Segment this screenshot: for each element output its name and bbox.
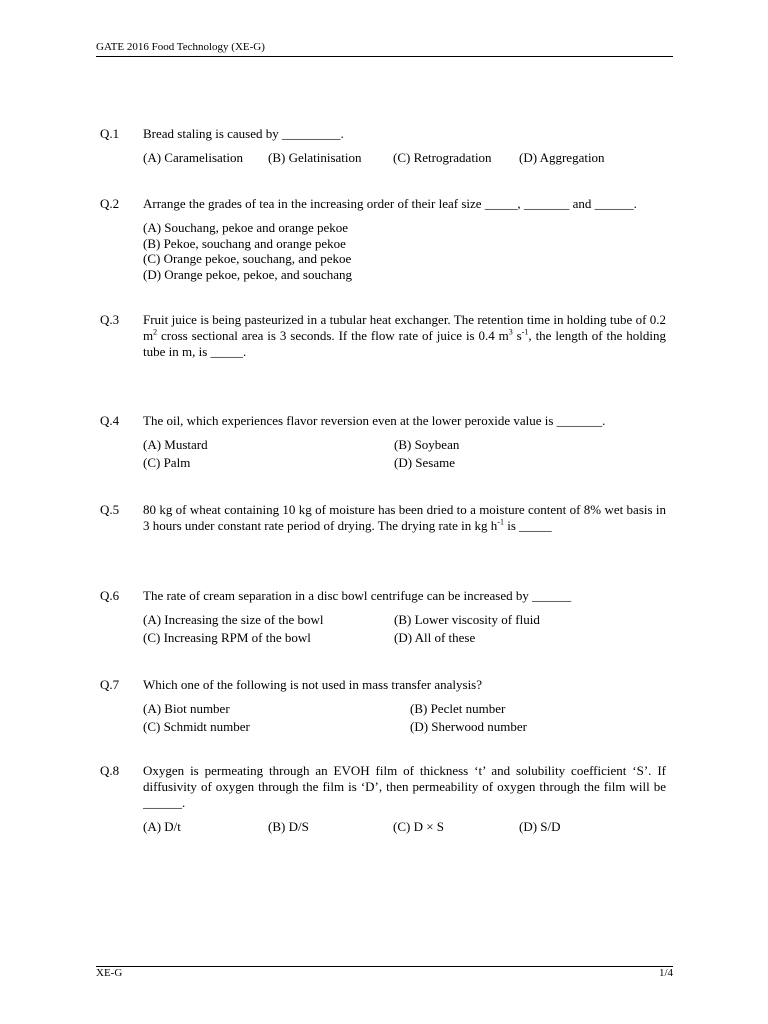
stem-text: 80 kg of wheat containing 10 kg of moisture has been dried to a moisture content of 8% wet basis in 3 hours under constant rate period of drying. The drying rate in kg h (143, 502, 666, 533)
question-number: Q.3 (100, 312, 120, 327)
option-b: (B) Lower viscosity of fluid (394, 612, 540, 627)
options (143, 150, 666, 166)
question-number: Q.2 (100, 196, 120, 211)
question-stem (143, 312, 666, 360)
question-1 (100, 126, 666, 166)
stem-text: is _____ (503, 518, 552, 533)
question-3 (100, 312, 666, 360)
header-title: GATE 2016 Food Technology (XE-G) (96, 41, 265, 53)
option-d: (D) Orange pekoe, pekoe, and souchang (143, 266, 353, 282)
question-number: Q.8 (100, 763, 120, 778)
option-c: (C) Schmidt number (143, 719, 250, 734)
option-a: (A) Biot number (143, 701, 230, 716)
superscript: -1 (521, 327, 529, 337)
option-d: (D) Sherwood number (410, 719, 527, 734)
option-b: (B) Soybean (394, 437, 460, 452)
header-rule (96, 56, 673, 57)
question-8 (100, 763, 666, 835)
option-b: (B) Gelatinisation (268, 150, 362, 165)
option-a: (A) Souchang, pekoe and orange pekoe (143, 220, 349, 235)
page-number: 1/4 (658, 967, 673, 979)
question-stem: The rate of cream separation in a disc bowl centrifuge can be increased by ______ (143, 588, 572, 603)
superscript: 3 (508, 327, 513, 337)
option-d: (D) Sesame (394, 455, 456, 470)
question-6 (100, 588, 666, 648)
question-stem: Which one of the following is not used in mass transfer analysis? (143, 677, 483, 692)
option-a: (A) Mustard (143, 437, 208, 452)
option-c: (C) Palm (143, 455, 191, 470)
question-7 (100, 677, 666, 737)
question-stem: Oxygen is permeating through an EVOH film of thickness ‘t’ and solubility coefficient ‘S’. If diffusivity of oxygen through the film is ‘D’, then permeability of oxygen through the film will be ______. (143, 763, 666, 810)
options (143, 220, 666, 282)
option-c: (C) Increasing RPM of the bowl (143, 630, 311, 645)
question-4 (100, 413, 666, 473)
option-d: (D) S/D (519, 819, 561, 834)
superscript: -1 (497, 517, 504, 527)
option-b: (B) Peclet number (410, 701, 506, 716)
question-2 (100, 196, 666, 282)
options (143, 819, 666, 835)
option-c: (C) Retrogradation (393, 150, 492, 165)
options (143, 437, 666, 473)
option-a: (A) Increasing the size of the bowl (143, 612, 324, 627)
question-number: Q.5 (100, 502, 120, 517)
options (143, 701, 666, 737)
question-stem (143, 502, 666, 534)
footer-rule (96, 966, 673, 967)
question-number: Q.4 (100, 413, 120, 428)
option-d: (D) All of these (394, 630, 476, 645)
stem-text: Fruit juice is being pasteurized in a tubular heat exchanger. The retention time in holding tube of 0.2 m (143, 312, 666, 343)
option-b: (B) D/S (268, 819, 309, 834)
option-d: (D) Aggregation (519, 150, 605, 165)
option-c: (C) D × S (393, 819, 445, 834)
stem-text: cross sectional area is 3 seconds. If the flow rate of juice is 0.4 m (157, 328, 509, 343)
question-stem: Arrange the grades of tea in the increasing order of their leaf size _____, _______ and ______. (143, 196, 637, 211)
options (143, 612, 666, 648)
option-a: (A) D/t (143, 819, 181, 834)
option-a: (A) Caramelisation (143, 150, 243, 165)
question-number: Q.6 (100, 588, 120, 603)
footer-left: XE-G (96, 967, 123, 979)
question-number: Q.7 (100, 677, 120, 692)
superscript: 2 (153, 327, 158, 337)
stem-text: , the length of the holding tube in m, is _____. (143, 328, 666, 359)
question-5 (100, 502, 666, 534)
option-c: (C) Orange pekoe, souchang, and pekoe (143, 251, 352, 266)
stem-text: s (512, 328, 522, 343)
question-stem: The oil, which experiences flavor reversion even at the lower peroxide value is _______. (143, 413, 606, 428)
question-number: Q.1 (100, 126, 120, 141)
option-b: (B) Pekoe, souchang and orange pekoe (143, 235, 346, 251)
question-stem: Bread staling is caused by _________. (143, 126, 344, 141)
